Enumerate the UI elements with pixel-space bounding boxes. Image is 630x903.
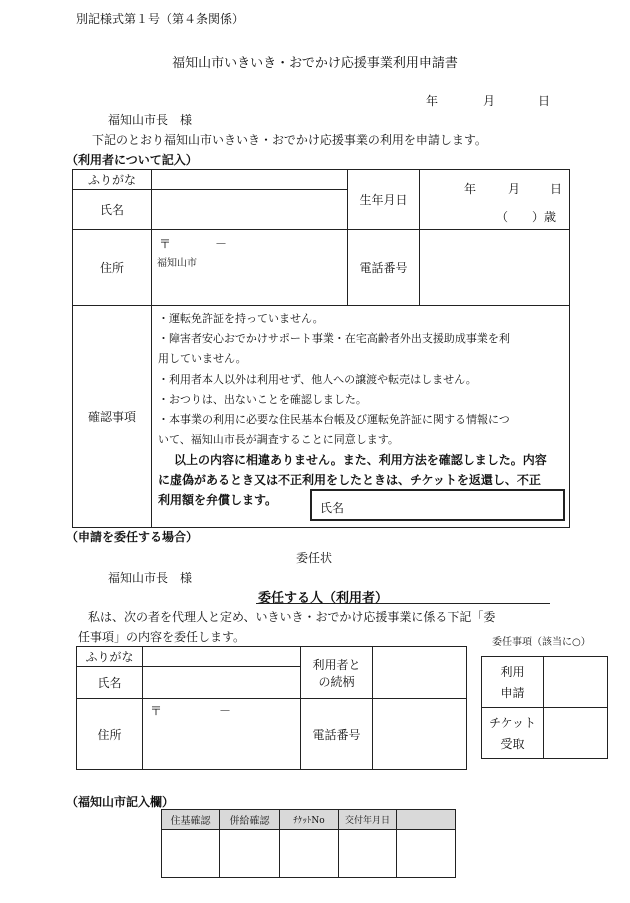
city-cell-ticket-no[interactable] <box>280 830 339 878</box>
confirm-line: ・利用者本人以外は利用せず、他人への譲渡や転売はしません。 <box>158 372 477 386</box>
proxy-address-label: 住所 <box>77 699 143 770</box>
date-month: 月 <box>483 94 496 108</box>
proxy-table <box>76 646 467 770</box>
proxy-postal-mark: 〒 <box>150 704 163 718</box>
delegated-item-line: 申請 <box>500 686 525 700</box>
intro-text: 下記のとおり福知山市いきいき・おでかけ応援事業の利用を申請します。 <box>92 133 487 147</box>
user-table <box>72 169 570 528</box>
name-field[interactable] <box>152 190 348 230</box>
city-col-issue-date: 交付年月日 <box>339 810 397 830</box>
city-col-heikyu: 併給確認 <box>220 810 280 830</box>
relation-label-line: の続柄 <box>318 674 355 689</box>
delegated-item-application <box>482 657 544 708</box>
user-section-heading: （利用者について記入） <box>66 153 198 167</box>
confirm-line: ・障害者安心おでかけサポート事業・在宅高齢者外出支援助成事業を利 <box>158 332 510 346</box>
date-year: 年 <box>426 94 439 108</box>
proxy-address-field[interactable] <box>143 699 301 770</box>
confirm-list <box>158 309 510 450</box>
city-section-heading: （福知山市記入欄） <box>66 795 175 809</box>
proxy-furigana-label: ふりがな <box>77 647 143 667</box>
phone-label: 電話番号 <box>348 230 420 306</box>
delegated-items-heading: 委任事項（該当に○） <box>492 637 591 648</box>
proxy-name-label: 氏名 <box>77 667 143 699</box>
proxy-furigana-field[interactable] <box>143 647 301 667</box>
city-col-ticket-no: ﾁｹｯﾄNo <box>280 810 339 830</box>
proxy-phone-field[interactable] <box>373 699 467 770</box>
addressee: 福知山市長 様 <box>108 113 193 127</box>
date-day: 日 <box>538 94 551 108</box>
furigana-field[interactable] <box>152 170 348 190</box>
confirm-line: いて、福知山市長が調査することに同意します。 <box>158 433 399 447</box>
delegator-heading: 委任する人（利用者） <box>258 591 389 606</box>
proxy-section-heading: （申請を委任する場合） <box>66 530 199 544</box>
postal-mark: 〒 <box>159 237 172 251</box>
delegated-item-ticket <box>482 708 544 759</box>
name-label: 氏名 <box>73 190 152 230</box>
city-prefill: 福知山市 <box>157 258 197 269</box>
city-cell-issue-date[interactable] <box>339 830 397 878</box>
city-table <box>161 809 456 878</box>
birth-day: 日 <box>550 182 563 196</box>
birth-year: 年 <box>464 182 477 196</box>
city-cell-heikyu[interactable] <box>220 830 280 878</box>
delegated-items-table <box>481 656 608 759</box>
form-title: 福知山市いきいき・おでかけ応援事業利用申請書 <box>172 56 458 71</box>
delegated-item-line: 受取 <box>500 737 525 751</box>
delegated-item-line: 利用 <box>500 665 525 679</box>
confirm-line: ・運転免許証を持っていません。 <box>158 312 324 325</box>
proxy-postal-dash: － <box>219 704 232 718</box>
birth-month: 月 <box>508 182 521 196</box>
delegator-underline <box>256 603 550 604</box>
relation-label-line: 利用者と <box>312 657 361 672</box>
proxy-title: 委任状 <box>296 551 333 565</box>
city-cell-juki[interactable] <box>162 830 220 878</box>
furigana-label: ふりがな <box>73 170 152 190</box>
address-label: 住所 <box>73 230 152 306</box>
delegated-item-line: チケット <box>489 716 536 730</box>
birth-label: 生年月日 <box>348 170 420 230</box>
proxy-name-field[interactable] <box>143 667 301 699</box>
notice-line: 利用額を弁償します。 <box>158 493 278 507</box>
notice-line: に虚偽があるとき又は不正利用をしたときは、チケットを返還し、不正 <box>158 473 541 487</box>
confirm-cell <box>152 306 570 528</box>
signature-box[interactable] <box>310 489 565 521</box>
proxy-text-line2: 任事項」の内容を委任します。 <box>78 630 246 644</box>
address-field[interactable] <box>152 230 348 306</box>
city-cell-blank[interactable] <box>397 830 456 878</box>
delegated-item-ticket-mark[interactable] <box>544 708 608 759</box>
proxy-phone-label: 電話番号 <box>301 699 373 770</box>
delegated-item-application-mark[interactable] <box>544 657 608 708</box>
confirm-label: 確認事項 <box>73 306 152 528</box>
confirm-line: 用していません。 <box>158 352 247 366</box>
city-col-juki: 住基確認 <box>162 810 220 830</box>
phone-field[interactable] <box>420 230 570 306</box>
city-col-blank <box>397 810 456 830</box>
notice-line: 以上の内容に相違ありません。また、利用方法を確認しました。内容 <box>174 453 547 467</box>
relation-label <box>301 647 373 699</box>
form-code: 別記様式第１号（第４条関係） <box>76 12 245 26</box>
proxy-text-line1: 私は、次の者を代理人と定め、いきいき・おでかけ応援事業に係る下記「委 <box>88 610 496 624</box>
confirm-line: ・おつりは、出ないことを確認しました。 <box>158 392 367 406</box>
signature-label: 氏名 <box>320 501 345 515</box>
birth-field[interactable] <box>420 170 570 230</box>
confirm-line: ・本事業の利用に必要な住民基本台帳及び運転免許証に関する情報につ <box>158 413 510 427</box>
relation-field[interactable] <box>373 647 467 699</box>
postal-dash: － <box>215 237 228 251</box>
age-field: （ ）歳 <box>496 210 557 224</box>
proxy-addressee: 福知山市長 様 <box>108 571 193 585</box>
